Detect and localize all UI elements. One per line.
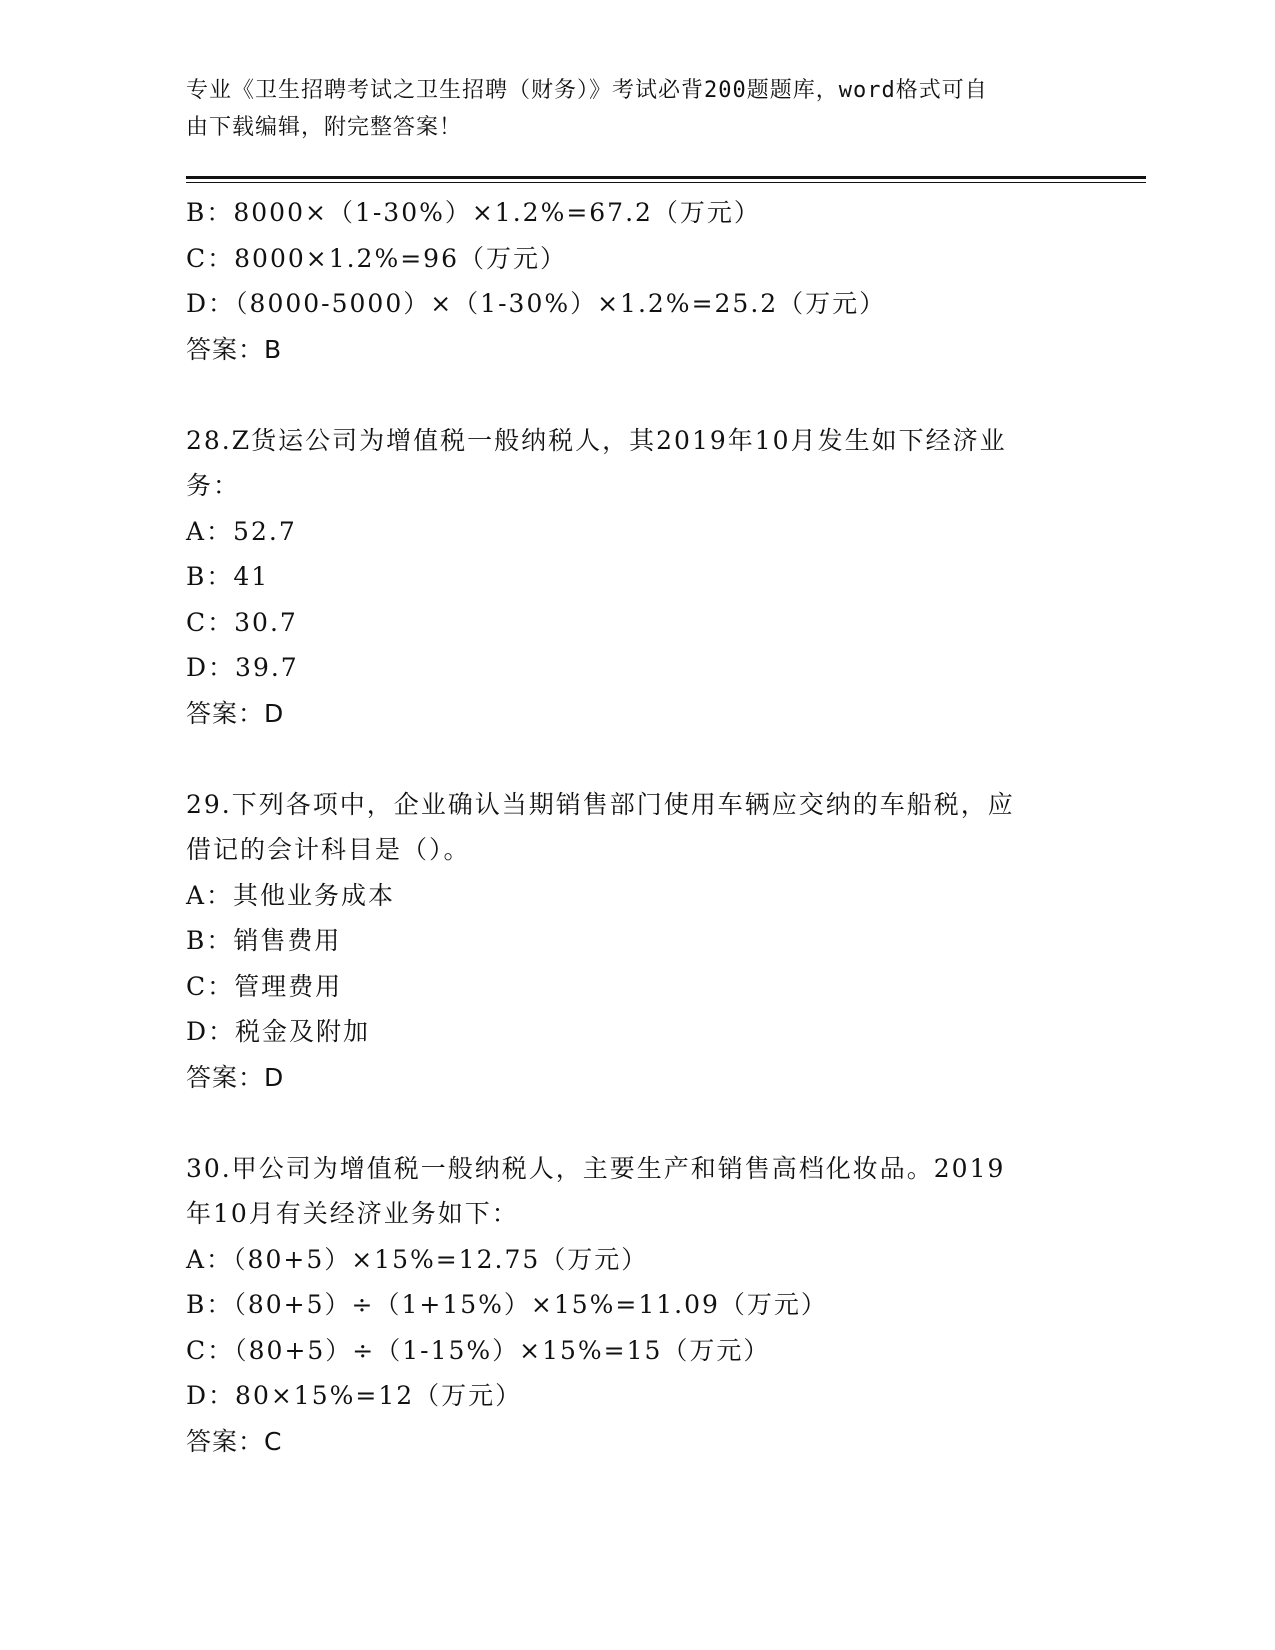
option-d: D：（8000-5000）×（1-30%）×1.2%=25.2（万元） [186, 289, 887, 318]
option-c: C：30.7 [186, 607, 298, 637]
question-29 [186, 782, 1086, 1101]
question-text-line-2: 务： [186, 471, 241, 500]
option-a: A：52.7 [186, 516, 297, 546]
question-30 [186, 1146, 1086, 1465]
spacer [186, 372, 1086, 418]
option-b: B：41 [186, 562, 270, 591]
header-divider-thick [186, 176, 1146, 179]
answer: 答案：B [186, 334, 283, 364]
option-c: C：8000×1.2%=96（万元） [186, 243, 567, 273]
question-text-line-1: 29.下列各项中，企业确认当期销售部门使用车辆应交纳的车船税，应 [186, 789, 1015, 819]
question-28 [186, 418, 1086, 737]
spacer [186, 1100, 1086, 1146]
option-c: C：管理费用 [186, 971, 343, 1001]
answer: 答案：D [186, 698, 285, 728]
question-text-line-1: 30.甲公司为增值税一般纳税人，主要生产和销售高档化妆品。2019 [186, 1153, 1006, 1183]
option-d: D：39.7 [186, 653, 299, 682]
option-d: D：税金及附加 [186, 1017, 371, 1046]
question-text-line-2: 借记的会计科目是（）。 [186, 835, 471, 864]
answer: 答案：C [186, 1426, 283, 1456]
option-b: B：销售费用 [186, 926, 342, 955]
question-27-tail [186, 190, 1086, 372]
option-b: B：（80+5）÷（1+15%）×15%=11.09（万元） [186, 1290, 828, 1319]
header-line-2: 由下载编辑，附完整答案！ [186, 115, 463, 140]
option-b: B：8000×（1-30%）×1.2%=67.2（万元） [186, 198, 761, 227]
spacer [186, 736, 1086, 782]
answer: 答案：D [186, 1062, 285, 1092]
option-a: A：其他业务成本 [186, 880, 396, 910]
header-divider-thin [186, 182, 1146, 183]
question-text-line-2: 年10月有关经济业务如下： [186, 1199, 519, 1228]
option-d: D：80×15%=12（万元） [186, 1381, 523, 1410]
option-a: A：（80+5）×15%=12.75（万元） [186, 1244, 649, 1274]
option-c: C：（80+5）÷（1-15%）×15%=15（万元） [186, 1335, 771, 1365]
question-text-line-1: 28.Z货运公司为增值税一般纳税人，其2019年10月发生如下经济业 [186, 425, 1007, 455]
question-list [186, 190, 1086, 1464]
document-header [186, 72, 1066, 146]
header-line-1: 专业《卫生招聘考试之卫生招聘（财务）》考试必背200题题库，word格式可自 [186, 78, 988, 103]
